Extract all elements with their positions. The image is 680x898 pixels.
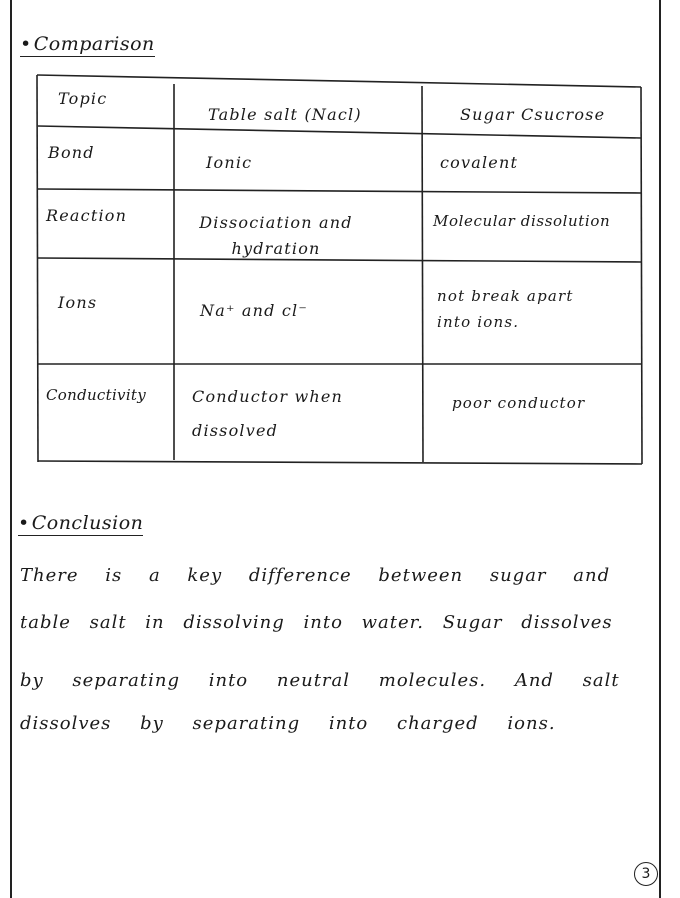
page-number-badge: 3 [634, 862, 658, 886]
header-table-salt: Table salt (Nacl) [208, 105, 362, 124]
row-conductivity-topic: Conductivity [46, 386, 147, 404]
row-bond-salt: Ionic [206, 153, 253, 172]
row-conductivity-salt: Conductor when dissolved [192, 387, 344, 440]
conclusion-heading-text: Conclusion [31, 512, 144, 534]
row-ions-salt: Na⁺ and cl⁻ [200, 301, 308, 320]
row-bond-topic: Bond [48, 143, 95, 162]
conclusion-line-4: dissolves by separating into charged ions. [20, 713, 556, 734]
header-sugar: Sugar Csucrose [460, 105, 606, 124]
row-ions-topic: Ions [58, 293, 98, 312]
conclusion-line-2: table salt in dissolving into water. Sugar dissolves [20, 612, 613, 633]
conclusion-line-3: by separating into neutral molecules. And salt [20, 670, 620, 691]
row-conductivity-sugar: poor conductor [452, 394, 586, 412]
row-reaction-sugar: Molecular dissolution [433, 212, 611, 230]
row-bond-sugar: covalent [440, 153, 519, 172]
conclusion-heading: • Conclusion [18, 512, 144, 534]
row-reaction-topic: Reaction [46, 206, 128, 225]
row-ions-sugar: not break apart into ions. [437, 287, 574, 331]
conclusion-line-1: There is a key difference between sugar and [20, 565, 611, 586]
comparison-heading-text: Comparison [33, 33, 155, 55]
row-reaction-salt: Dissociation and hydration [199, 213, 353, 258]
header-topic: Topic [58, 89, 108, 108]
comparison-heading: • Comparison [20, 33, 155, 55]
